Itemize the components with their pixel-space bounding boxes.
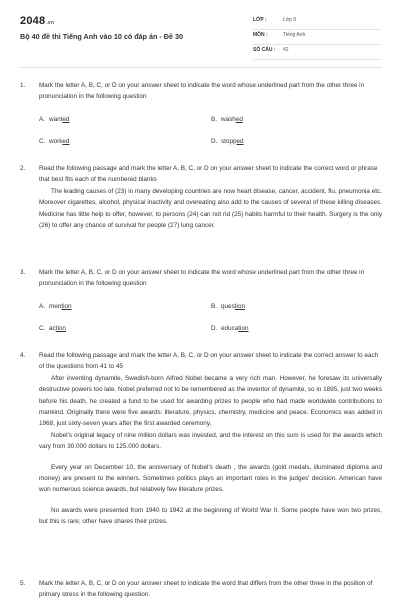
question-number: 4.: [20, 352, 26, 359]
question-stem: Mark the letter A, B, C, or D on your answer sheet to indicate the word whose underlined part from the other three in pronunciation in the following question: [39, 269, 365, 288]
question-1: [20, 80, 382, 103]
page-header: [0, 0, 400, 64]
option-a[interactable]: A. wanted: [39, 116, 70, 123]
document-title: Bộ 40 đề thi Tiếng Anh vào 10 có đáp án - Đề 30: [20, 32, 183, 41]
header-divider: [20, 67, 382, 68]
meta-key: SỐ CÂU :: [253, 47, 276, 53]
question-number: 3.: [20, 269, 26, 276]
question-2: [20, 163, 382, 231]
question-number: 1.: [20, 82, 26, 89]
meta-key: MÔN :: [253, 32, 268, 38]
option-b[interactable]: B. washed: [211, 116, 243, 123]
reading-passage: [39, 186, 382, 232]
option-d[interactable]: D. education: [211, 325, 249, 332]
question-stem: Read the following passage and mark the letter A, B, C, or D on your answer sheet to indicate the correct word or phrase that best fits each of the numbered blanks: [39, 165, 378, 184]
question-stem: Mark the letter A, B, C, or D on your answer sheet to indicate the word that differs from the other three in the position of primary stress in the following question.: [39, 580, 373, 599]
option-b[interactable]: B. question: [211, 303, 245, 310]
meta-value: Tiếng Anh: [283, 32, 306, 38]
passage-paragraph: The leading causes of (23) in many developing countries are now heart disease, cancer, accident, flu, pneumonia etc. Moreover cigarettes, alcohol, physical inactivity and overeating also add to the causes of several of these killing diseases. Medicine has little help to offer, however, to persons (24) can not rid (25) habits harmful to their health. Surgery is the only (26) to offer any chance of survival for people (27) lung cancer.: [39, 187, 382, 230]
logo-text: 2048: [20, 15, 46, 27]
site-logo[interactable]: [20, 15, 54, 27]
question-stem: Read the following passage and mark the letter A, B, C, or D on your answer sheet to indicate the correct answer to each of the questions from 41 to 45: [39, 352, 379, 371]
option-c[interactable]: C. action: [39, 325, 66, 332]
question-number: 2.: [20, 165, 26, 172]
meta-row-subject: [253, 30, 381, 45]
meta-value: Lớp 9: [283, 17, 297, 23]
passage-paragraph: After inventing dynamite, Swedish-born Alfred Nobel became a very rich man. However, he foresaw its universally destructive powers too late. Nobel preferred not to be remembered as the inventor of dynamite, so in 1895, just two weeks before his death, he created a fund to be used for awarding prizes to people who had made worldwide contributions to mankind. Originally there were five awards: literature, physics, chemistry, medicine and peace. Economics was added in 1968, just sixty-seven years after the first awarded ceremony.: [39, 374, 382, 428]
meta-key: LỚP :: [253, 17, 267, 23]
question-stem: Mark the letter A, B, C, or D on your answer sheet to indicate the word whose underlined part from the other three in pronunciation in the following question: [39, 82, 365, 101]
logo-suffix: .vn: [46, 20, 55, 26]
reading-passage: [39, 373, 382, 528]
passage-paragraph: Nobel's original legacy of nine million dollars was invested, and the interest on this sum is used for the awards which vary from 30.000 dollars to 125.000 dollars.: [39, 431, 382, 451]
passage-paragraph: Every year on December 10, the anniversary of Nobel's death , the awards (gold medals, illuminated diploma and money) are present to the winners. Sometimes politics plays an important roles in the judges' decision. American have won numerous science awards, but relatively few literature prizes.: [39, 463, 382, 494]
option-d[interactable]: D. stopped: [211, 138, 244, 145]
question-5: [20, 578, 382, 601]
option-a[interactable]: A. mention: [39, 303, 72, 310]
meta-value: 42: [283, 47, 289, 53]
meta-row-grade: [253, 15, 381, 30]
question-3: [20, 267, 382, 290]
meta-row-count: [253, 45, 381, 60]
question-4: [20, 350, 382, 528]
option-c[interactable]: C. worked: [39, 138, 70, 145]
question-number: 5.: [20, 580, 26, 587]
passage-paragraph: No awards were presented from 1940 to 1942 at the beginning of World War II. Some people have won two prizes, but this is rare; other have shares their prizes.: [39, 506, 382, 526]
